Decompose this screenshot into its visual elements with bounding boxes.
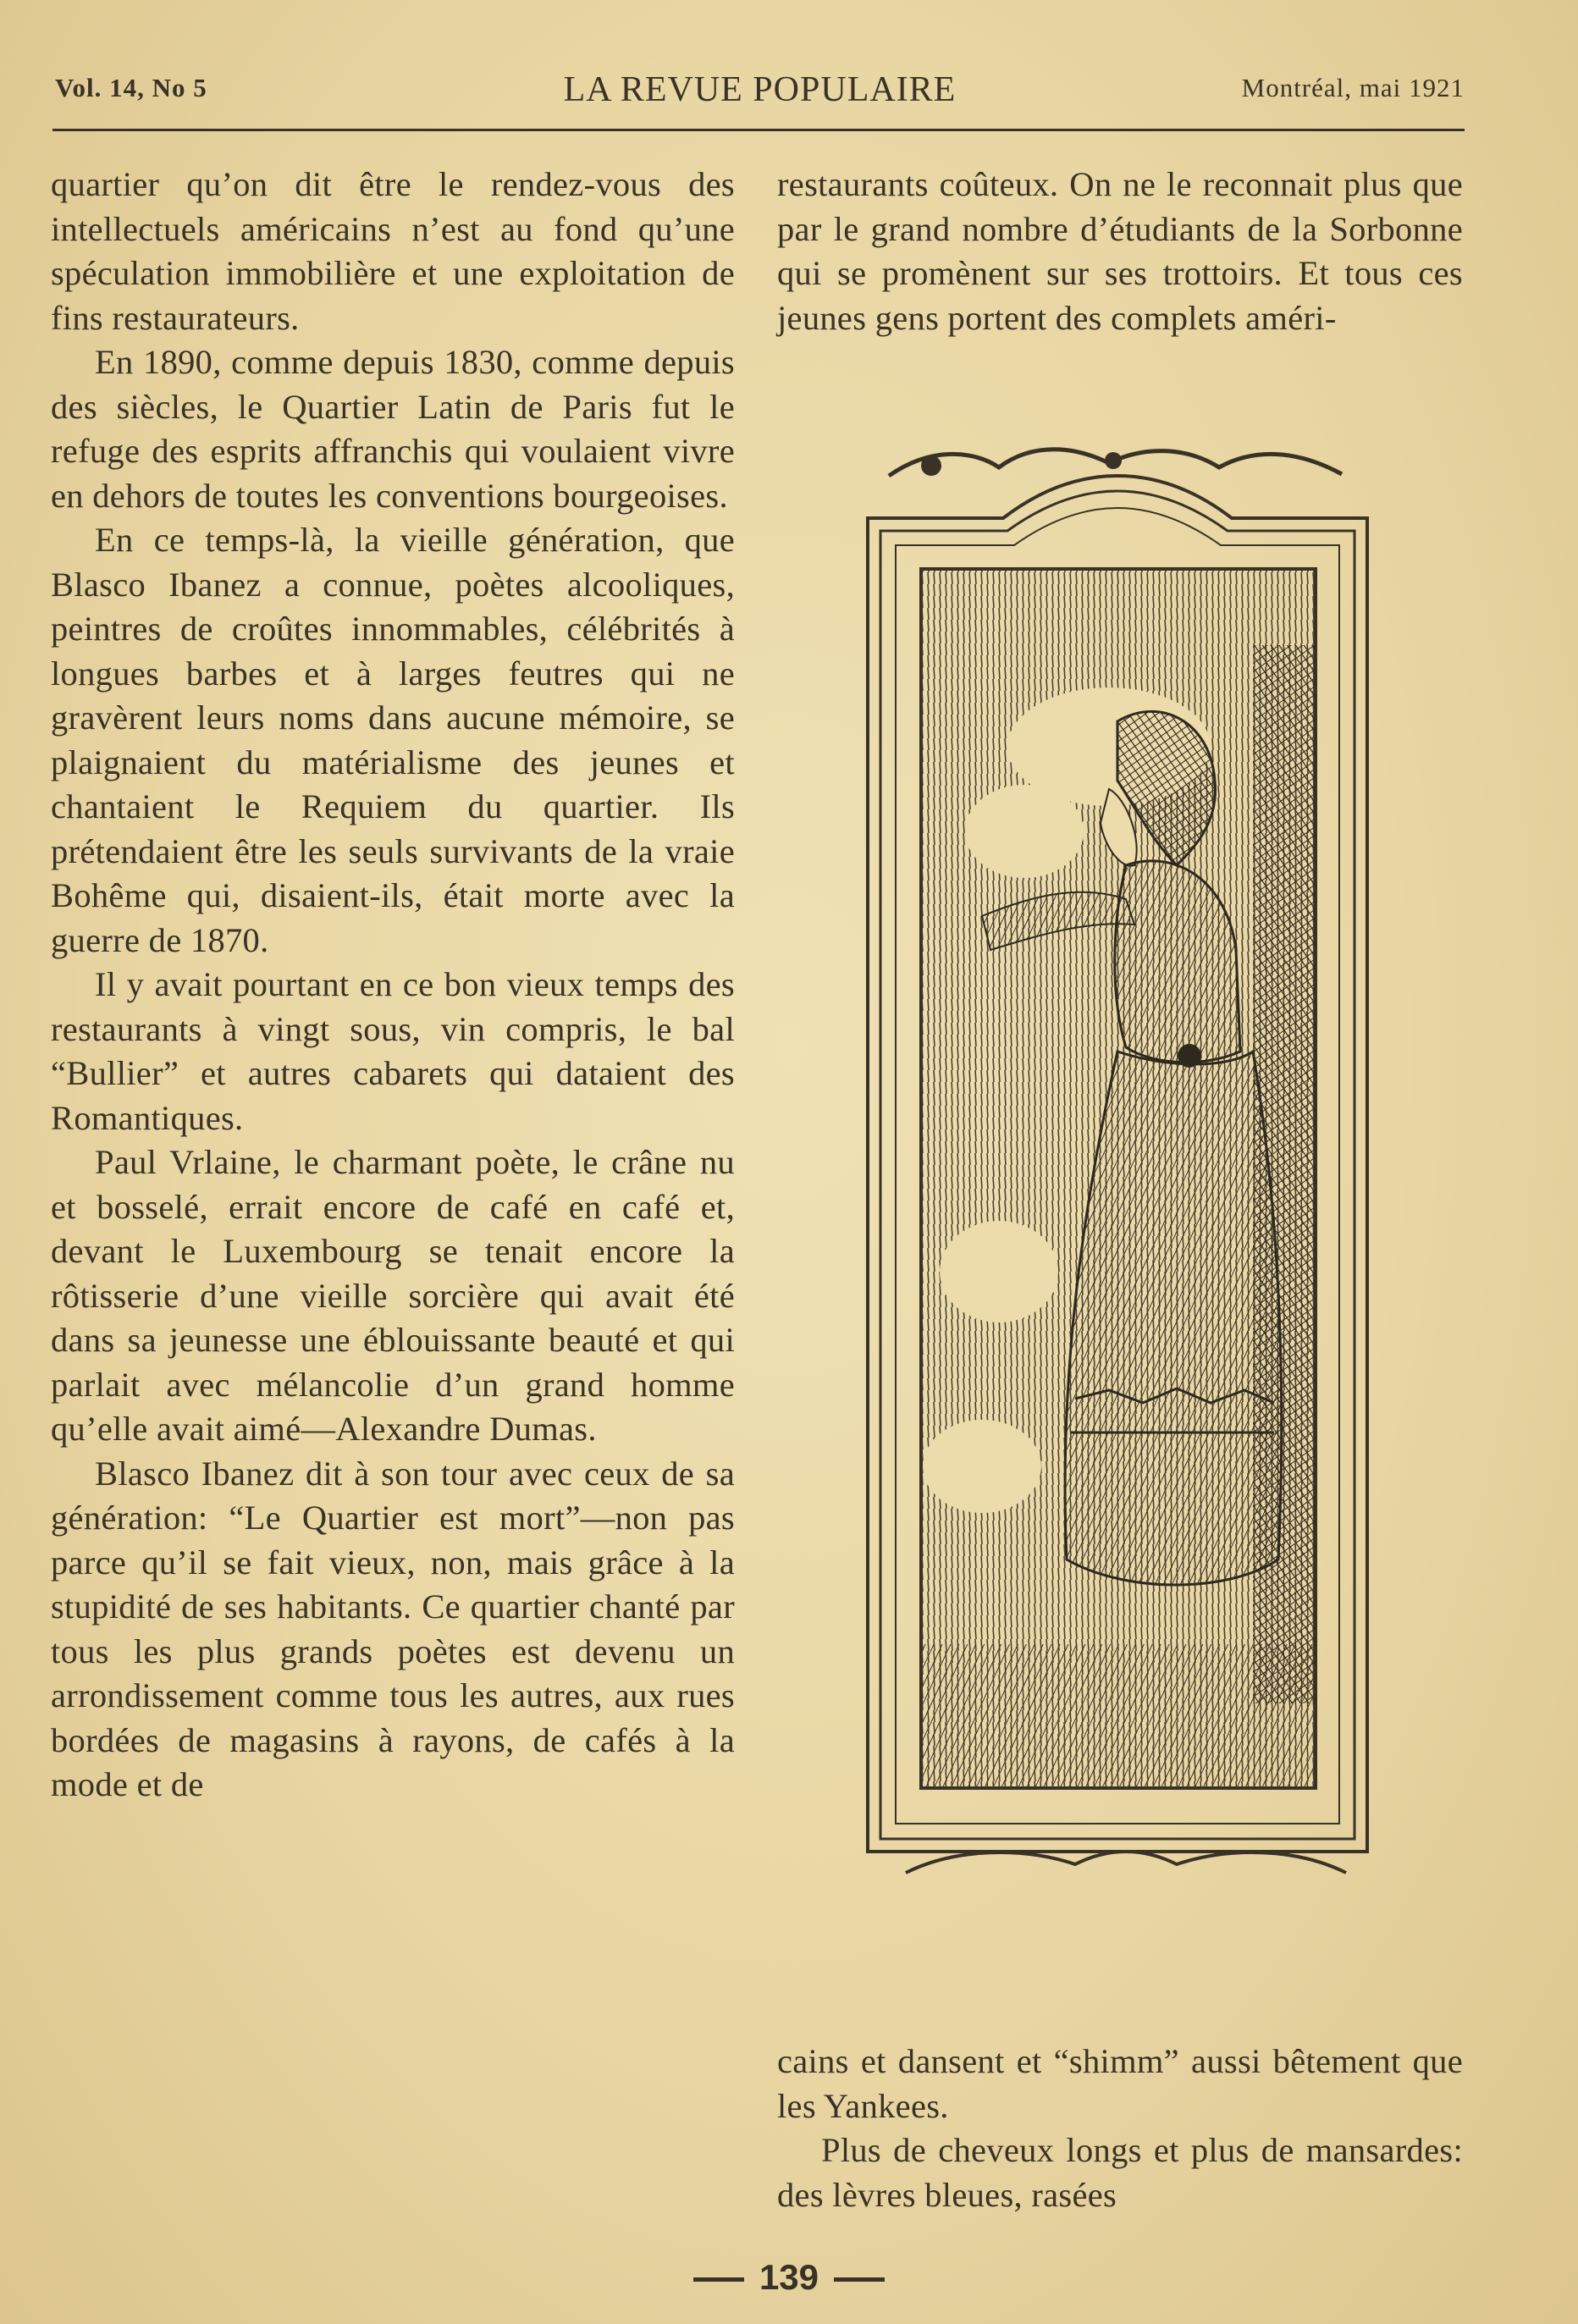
dash-ornament [834,2277,885,2282]
header-volume: Vol. 14, No 5 [55,73,207,102]
header-title: LA REVUE POPULAIRE [563,70,957,109]
page-header [55,70,1465,124]
paragraph: En 1890, comme depuis 1830, comme depuis des siècles, le Quartier Latin de Paris fut le refuge des esprits affranchis qui voulaient vivre en dehors de toutes les conventions bourgeoises. [51,343,735,515]
right-column-top [777,163,1463,340]
left-column [51,163,735,1808]
header-date: Montréal, mai 1921 [1241,73,1465,102]
paragraph: Il y avait pourtant en ce bon vieux temps des restaurants à vingt sous, vin compris, le bal “Bullier” et autres cabarets qui dataient des Romantiques. [51,965,735,1137]
header-rule [52,129,1465,131]
paragraph: cains et dansent et “shimm” aussi bêtement que les Yankees. [777,2042,1463,2125]
paragraph: quartier qu’on dit être le rendez-vous des intellectuels américains n’est au fond qu’une spéculation immobilière et une exploitation de fins restaurateurs. [51,165,735,337]
paragraph: Blasco Ibanez dit à son tour avec ceux de sa génération: “Le Quartier est mort”—non pas parce qu’il se fait vieux, non, mais grâce à la stupidité de ses habitants. Ce quartier chanté par tous les plus grands poètes est devenu un arrondissement comme tous les autres, aux rues bordées de magasins à rayons, de cafés à la mode et de [51,1454,735,1803]
dash-ornament [693,2277,744,2282]
page-number-text: 139 [759,2257,819,2297]
page-number [0,2257,1578,2298]
right-column-bottom [777,2040,1463,2217]
paragraph: Paul Vrlaine, le charmant poète, le crâne nu et bosselé, errait encore de café en café et, devant le Luxembourg se tenait encore la rôtisserie d’une vieille sorcière qui avait été dans sa jeunesse une éblouissante beauté et qui parlait avec mélancolie d’un grand homme qu’elle avait aimé—Alexandre Dumas. [51,1143,735,1448]
engraved-woman-figure-illustration [855,442,1380,1877]
paragraph: restaurants coûteux. On ne le reconnait plus que par le grand nombre d’étudiants de la Sorbonne qui se promènent sur ses trottoirs. Et tous ces jeunes gens portent des complets améri- [777,165,1463,337]
paragraph: En ce temps-là, la vieille génération, que Blasco Ibanez a connue, poètes alcooliques, peintres de croûtes innommables, célébrités à longues barbes et à larges feutres qui ne gravèrent leurs noms dans aucune mémoire, se plaignaient du matérialisme des jeunes et chantaient le Requiem du quartier. Ils prétendaient être les seuls survivants de la vraie Bohême qui, disaient-ils, était morte avec la guerre de 1870. [51,521,735,959]
paragraph: Plus de cheveux longs et plus de mansardes: des lèvres bleues, rasées [777,2131,1463,2214]
